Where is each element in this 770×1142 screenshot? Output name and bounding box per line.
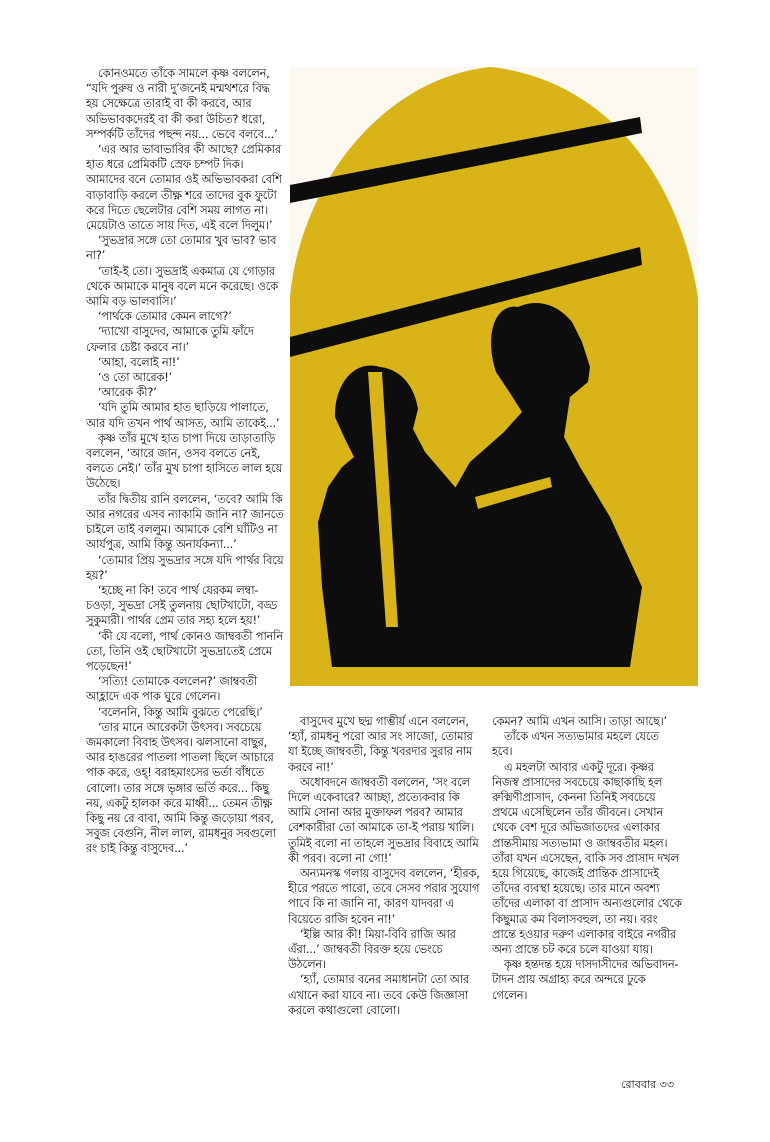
paragraph: তাঁর দ্বিতীয় রানি বললেন, ‘তবে? আমি কি আর নগরের এসব ন্যাকামি জানি না? জানতে চাইলে তাই বললুম। আমাকে বেশি ঘাঁটিও না আর্যপুত্র, আমি কিন্তু অনার্যকন্যা...’ <box>86 491 284 552</box>
paragraph: ‘পার্থকে তোমার কেমন লাগে?’ <box>98 309 232 324</box>
paragraph: কৃষ্ণ হন্তদন্ত হয়ে দাসদাসীদের অভিবাদন-টাদন প্রায় অগ্রাহ্য করে অন্দরে ঢুকে গেলেন। <box>492 957 679 1002</box>
column-right <box>492 714 682 1003</box>
paragraph: তাঁকে এখন সত্যভামার মহলে যেতে হবে। <box>492 729 659 759</box>
paragraph: অন্যমনস্ক গলায় বাসুদেব বললেন, ‘হীরক, হীরে পরতে পারো, তবে সেসব পরার সুযোগ পাবে কি না জানি না, কারণ যাদবরা এ বিয়েতে রাজি হবেন না!’ <box>288 866 480 926</box>
paragraph: কৃষ্ণ তাঁর মুখে হাত চাপা দিয়ে তাড়াতাড়ি বললেন, ‘আরে জান, ওসব বলতে নেই, বলতে নেই।’ তাঁর মুখ চাপা হাসিতে লাল হয়ে উঠেছে। <box>86 430 283 491</box>
paragraph: ‘হ্যাঁ, তোমার বনের সমাধানটা তো আর এখানে করা যাবে না। তবে কেউ জিজ্ঞাসা করলে কথাগুলো বোলো। <box>288 972 470 1017</box>
paragraph: বাসুদেব মুখে ছদ্ম গাম্ভীর্য এনে বললেন, ‘হ্যাঁ, রামধনু পরো আর সং সাজো, তোমার যা ইচ্ছে জাম্ববতী, কিন্তু খবরদার সুরার নাম করবে না!’ <box>288 714 473 774</box>
paragraph: ‘ও তো আরেক!’ <box>98 370 173 385</box>
paragraph: ‘ইল্লি আর কী! মিয়া-বিবি রাজি আর এঁরা...’ জাম্ববতী বিরক্ত হয়ে ভেংচে উঠলেন। <box>288 926 456 972</box>
paragraph: ‘বলেননি, কিন্তু আমি বুঝতে পেরেছি।’ <box>98 704 263 719</box>
paragraph: ‘সত্যি! তোমাকে বললেন?’ জাম্ববতী আহ্লাদে এক পাক ঘুরে গেলেন। <box>86 674 258 704</box>
column-left <box>86 66 284 857</box>
paragraph: ‘সুভদ্রার সঙ্গে তো তোমার খুব ভাব? ভাব না?’ <box>86 233 277 263</box>
paragraph: ‘যদি তুমি আমার হাত ছাড়িয়ে পালাতে, আর যদি তখন পার্থ আসত, আমি তাকেই...’ <box>86 400 280 430</box>
paragraph: ‘কী যে বলো, পার্থ কোনও জাম্ববতী পাননি তো, তিনি ওই ছোটখাটো সুভদ্রাতেই প্রেমে পড়েছেন!’ <box>86 628 284 673</box>
paragraph: ‘হচ্ছে না কি! তবে পার্থ যেরকম লম্বা-চওড়া, সুভদ্রা সেই তুলনায় ছোটখাটো, বড্ড সুকুমারী। পার্থর প্রেম তার সহ্য হলে হয়!’ <box>86 582 278 628</box>
paragraph: ‘আহা, বলোই না!’ <box>98 354 180 369</box>
paragraph: ‘তার মানে আরেকটা উৎসব। সবচেয়ে জমকালো বিবাহ উৎসব। ঝলসানো বাছুর, আর হাঙরের পাতলা পাতলা ছিলে আচারে পাক করে, ওহ্! বরাহমাংসের ভর্তা বাঁধতে বোলো। তার সঙ্গে ভৃঙ্গার ভর্তি করে... কিছু নয়, একটু হালকা করে মাধ্বী... তেমন তীক্ষ্ণ কিছু নয় রে বাবা, আমি কিন্তু জড়োয়া পরব, সবুজ বেগুনি, নীল লাল, রামধনুর সবগুলো রং চাই কিন্তু বাসুদেব...’ <box>86 719 276 856</box>
paragraph: ‘আরেক কী?’ <box>98 385 157 400</box>
paragraph: এ মহলটা আবার একটু দূরে। কৃষ্ণর নিজস্ব প্রাসাদের সবচেয়ে কাছাকাছি হল রুক্মিণীপ্রাসাদ, কেননা তিনিই সবচেয়ে প্রথমে এসেছিলেন তাঁর জীবনে। সেখান থেকে বেশ দূরে অভিজাতদের এলাকার প্রান্তসীমায় সত্যভামা ও জাম্ববতীর মহল। তাঁরা যখন এসেছেন, বাকি সব প্রাসাদ দখল হয়ে গিয়েছে, কাজেই প্রান্তিক প্রাসাদেই তাঁদের ব্যবস্থা হয়েছে। তার মানে অবশ্য তাঁদের এলাকা বা প্রাসাদ অন্যগুলোর থেকে কিছুমাত্র কম বিলাসবহুল, তা নয়। বরং প্রান্তে হওয়ার দরুণ এলাকার বাইরে নগরীর অন্য প্রান্তে চট করে চলে যাওয়া যায়। <box>492 759 682 957</box>
paragraph: ‘দ্যাখো বাসুদেব, আমাকে তুমি ফাঁদে ফেলার চেষ্টা করবে না।’ <box>86 324 254 354</box>
paragraph: অধোবদনে জাম্ববতী বললেন, ‘সং বলে দিলে একেবারে? আচ্ছা, প্রত্যেকবার কি আমি সোনা আর মুক্তাফল পরব? আমার বেশকারীরা তো আমাকে তা-ই পরায় খালি। তুমিই বলো না তাহলে সুভদ্রার বিবাহে আমি কী পরব। বলো না গো!’ <box>288 774 479 865</box>
page-footer: রোববার ৩৩ <box>621 1078 674 1091</box>
paragraph: কেমন? আমি এখন আসি। তাড়া আছে।’ <box>492 714 667 728</box>
paragraph: ‘এর আর ভাবাভাবির কী আছে? প্রেমিকার হাত ধরে প্রেমিকটি স্রেফ চম্পট দিক। আমাদের বনে তোমার ওই অভিভাবকরা বেশি বাড়াবাড়ি করলে তীক্ষ্ণ শরে তাদের বুক ফুটো করে দিতে ছেলেটার বেশি সময় লাগত না। মেয়েটাও তাতে সায় দিত, এই বলে দিলুম।’ <box>86 142 282 233</box>
paragraph: কোনওমতে তাঁকে সামলে কৃষ্ণ বললেন, “যদি পুরুষ ও নারী দু’জনেই মন্মথশরে বিদ্ধ হয় সেক্ষেত্রে তারাই বা কী করবে, আর অভিভাবকদেরই বা কী করা উচিত? ধরো, সম্পর্কটি তাঁদের পছন্দ নয়... ভেবে বলবে...’ <box>86 66 278 141</box>
paragraph: ‘তোমার প্রিয় সুভদ্রার সঙ্গে যদি পার্থর বিয়ে হয়?’ <box>86 552 284 582</box>
paragraph: ‘তাই-ই তো। সুভদ্রাই একমাত্র যে গোড়ার থেকে আমাকে মানুষ বলে মনে করেছে। ওকে আমি বড় ভালবাসি।’ <box>86 263 279 309</box>
illustration-couple-silhouette <box>290 67 698 686</box>
column-middle <box>288 714 480 1018</box>
